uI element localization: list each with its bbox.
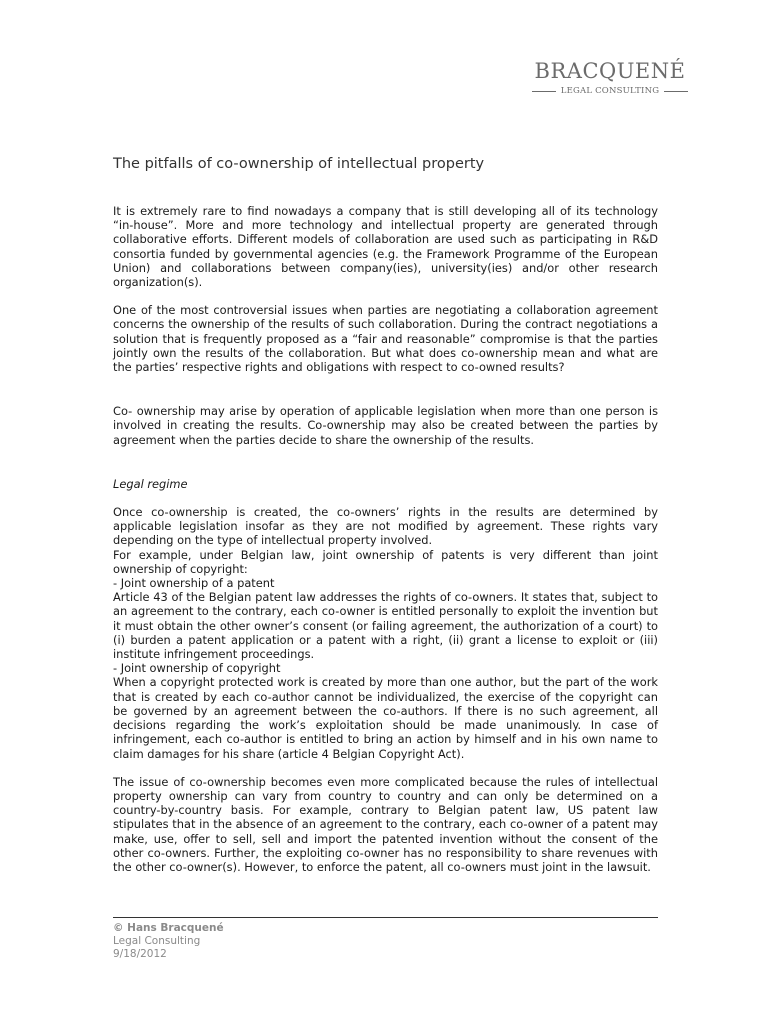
section-heading-legal-regime: Legal regime (113, 476, 188, 491)
logo-subtitle-row (526, 86, 694, 96)
company-logo (526, 58, 694, 96)
intro-paragraph-2: One of the most controversial issues when parties are negotiating a collaboration agreement concerns the ownership of the results of such collaboration. During the contract negotiations a solution that is frequently proposed as a “fair and reasonable” compromise is that the parties jointly own the results of the collaboration. But what does co-ownership mean and what are the parties’ respective rights and obligations with respect to co-owned results? (113, 303, 658, 375)
document-title: The pitfalls of co-ownership of intellectual property (113, 156, 485, 172)
legal-paragraph: Article 43 of the Belgian patent law addresses the rights of co-owners. It states that, subject to an agreement to the contrary, each co-owner is entitled personally to exploit the invention but it must obtain the other owner’s consent (or failing agreement, the authorization of a court) to (i) burden a patent application or a patent with a right, (ii) grant a license to exploit or (iii) institute infringement proceedings. (113, 590, 658, 662)
legal-subheading-patent: - Joint ownership of a patent (113, 576, 275, 591)
page-footer (113, 922, 224, 961)
logo-rule-left (532, 91, 556, 92)
legal-subheading-copyright: - Joint ownership of copyright (113, 661, 281, 676)
intro-paragraph-3: Co- ownership may arise by operation of applicable legislation when more than one person is involved in creating the results. Co-ownership may also be created between the parties by agreement when the parties decide to share the ownership of the results. (113, 404, 658, 447)
logo-name: BRACQUENÉ (534, 59, 686, 83)
legal-paragraph: For example, under Belgian law, joint ownership of patents is very different than joint ownership of copyright: (113, 547, 658, 576)
closing-paragraph: The issue of co-ownership becomes even more complicated because the rules of intellectual property ownership can vary from country to country and can only be determined on a country-by-country basis. For example, contrary to Belgian patent law, US patent law stipulates that in the absence of an agreement to the contrary, each co-owner of a patent may make, use, offer to sell, sell and import the patented invention without the consent of the other co-owners. Further, the exploiting co-owner has no responsibility to share revenues with the other co-owner(s). However, to enforce the patent, all co-owners must joint in the lawsuit. (113, 774, 658, 874)
footer-divider (113, 917, 658, 918)
logo-rule-right (664, 91, 688, 92)
logo-subtitle: LEGAL CONSULTING (560, 86, 660, 96)
footer-company: Legal Consulting (113, 935, 201, 947)
legal-paragraph: When a copyright protected work is created by more than one author, but the part of the work that is created by each co-author cannot be individualized, the exercise of the copyright can be governed by an agreement between the co-authors. If there is no such agreement, all decisions regarding the work’s exploitation should be made unanimously. In case of infringement, each co-author is entitled to bring an action by himself and in his own name to claim damages for his share (article 4 Belgian Copyright Act). (113, 675, 658, 761)
legal-paragraph: Once co-ownership is created, the co-owners’ rights in the results are determined by applicable legislation insofar as they are not modified by agreement. These rights vary depending on the type of intellectual property involved. (113, 505, 658, 548)
intro-paragraph-1: It is extremely rare to find nowadays a company that is still developing all of its technology “in-house”. More and more technology and intellectual property are generated through collaborative efforts. Different models of collaboration are used such as participating in R&D consortia funded by governmental agencies (e.g. the Framework Programme of the European Union) and collaborations between company(ies), university(ies) and/or other research organization(s). (113, 204, 658, 290)
footer-author: © Hans Bracquené (113, 922, 224, 934)
document-body (113, 204, 658, 874)
footer-date: 9/18/2012 (113, 948, 167, 960)
